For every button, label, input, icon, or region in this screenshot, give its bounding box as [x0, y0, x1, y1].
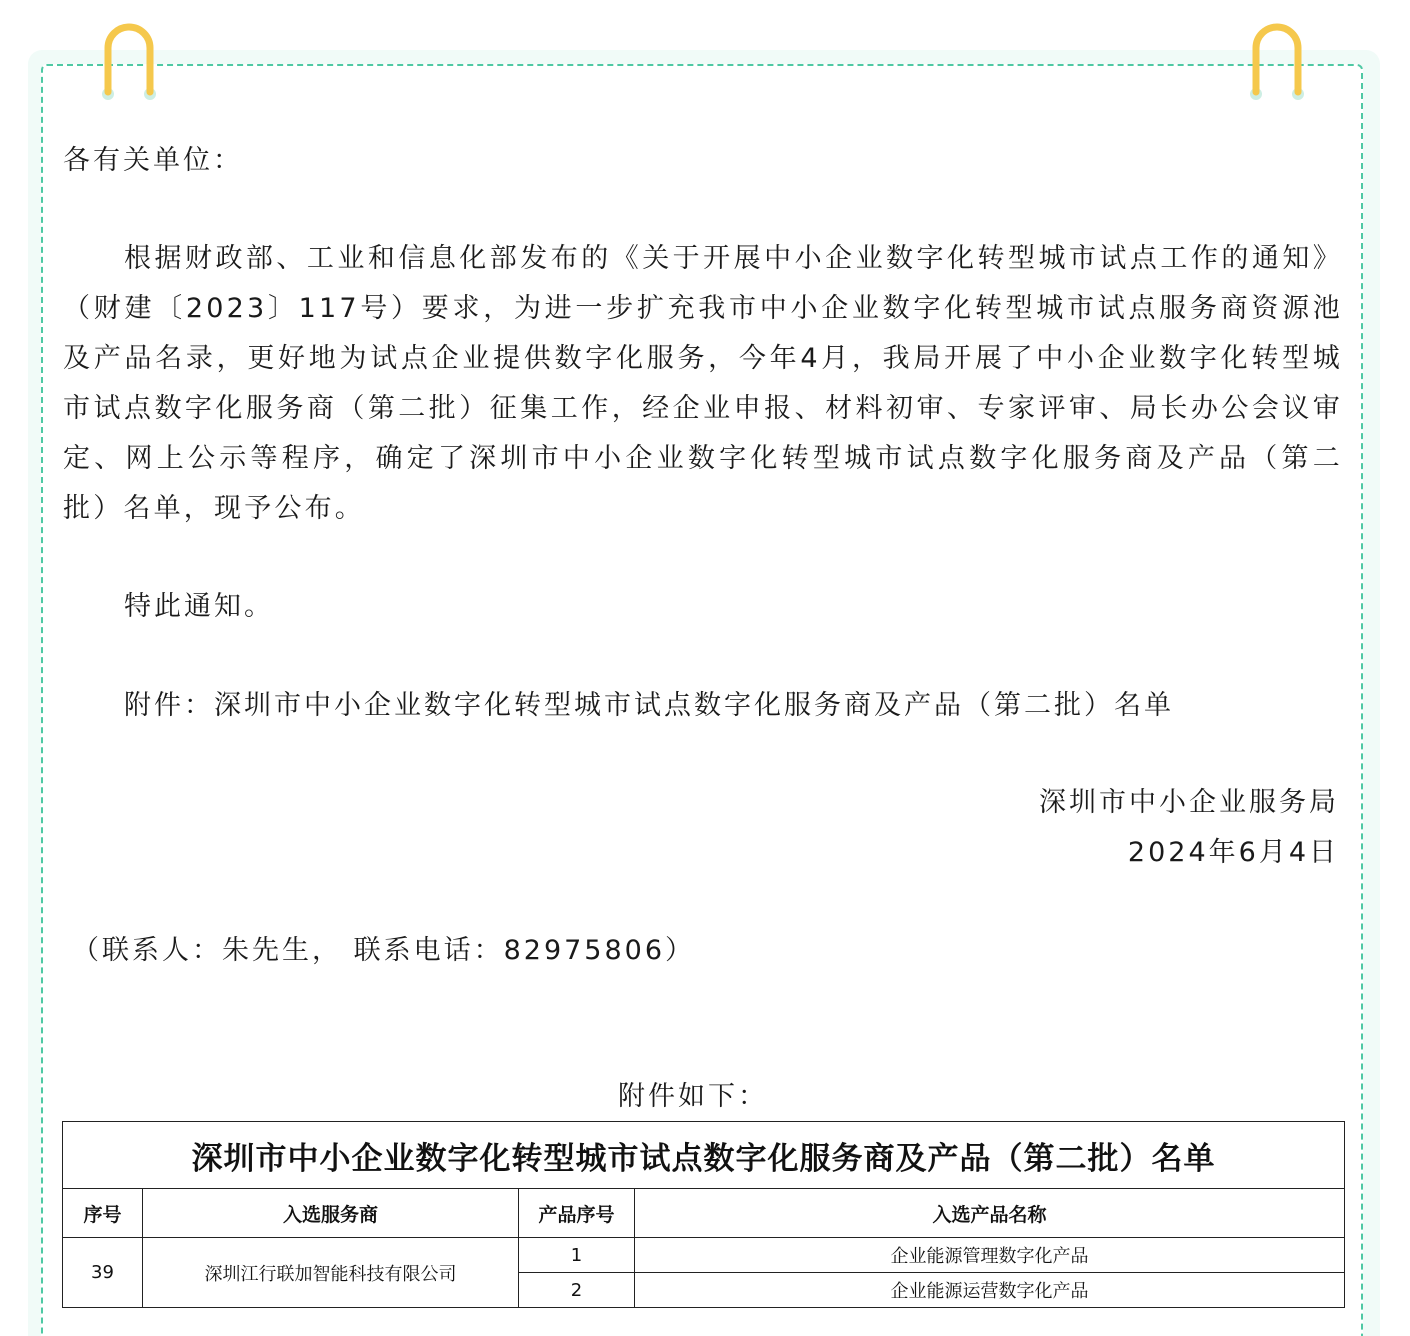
row-index: 39	[63, 1238, 143, 1308]
header-product-no: 产品序号	[519, 1189, 635, 1238]
header-provider: 入选服务商	[143, 1189, 519, 1238]
row-provider: 深圳江行联加智能科技有限公司	[143, 1238, 519, 1308]
header-product-name: 入选产品名称	[635, 1189, 1345, 1238]
attachment-reference: 附件：深圳市中小企业数字化转型城市试点数字化服务商及产品（第二批）名单	[124, 690, 1174, 721]
salutation: 各有关单位：	[63, 145, 243, 176]
attachment-table-container	[62, 1121, 1344, 1308]
header-index: 序号	[63, 1189, 143, 1238]
product-number: 2	[519, 1273, 635, 1308]
signature-date: 2024年6月4日	[1127, 837, 1339, 868]
binder-ring-icon	[1248, 22, 1306, 100]
signature-organization: 深圳市中小企业服务局	[1039, 787, 1339, 818]
product-number: 1	[519, 1238, 635, 1273]
product-name: 企业能源运营数字化产品	[635, 1273, 1345, 1308]
attachment-heading: 附件如下：	[618, 1081, 768, 1112]
notice-body-paragraph: 根据财政部、工业和信息化部发布的《关于开展中小企业数字化转型城市试点工作的通知》（财建〔2023〕117号）要求，为进一步扩充我市中小企业数字化转型城市试点服务商资源池及产品名录，更好地为试点企业提供数字化服务，今年4月，我局开展了中小企业数字化转型城市试点数字化服务商（第二批）征集工作，经企业申报、材料初审、专家评审、局长办公会议审定、网上公示等程序，确定了深圳市中小企业数字化转型城市试点数字化服务商及产品（第二批）名单，现予公布。	[63, 243, 1343, 524]
table-header-row	[63, 1189, 1345, 1238]
provider-list-table	[62, 1121, 1345, 1308]
contact-info: （联系人：朱先生， 联系电话：82975806）	[72, 935, 696, 966]
product-name: 企业能源管理数字化产品	[635, 1238, 1345, 1273]
special-notice-line: 特此通知。	[124, 591, 274, 622]
table-row	[63, 1238, 1345, 1273]
binder-ring-icon	[100, 22, 158, 100]
table-title: 深圳市中小企业数字化转型城市试点数字化服务商及产品（第二批）名单	[63, 1122, 1345, 1189]
